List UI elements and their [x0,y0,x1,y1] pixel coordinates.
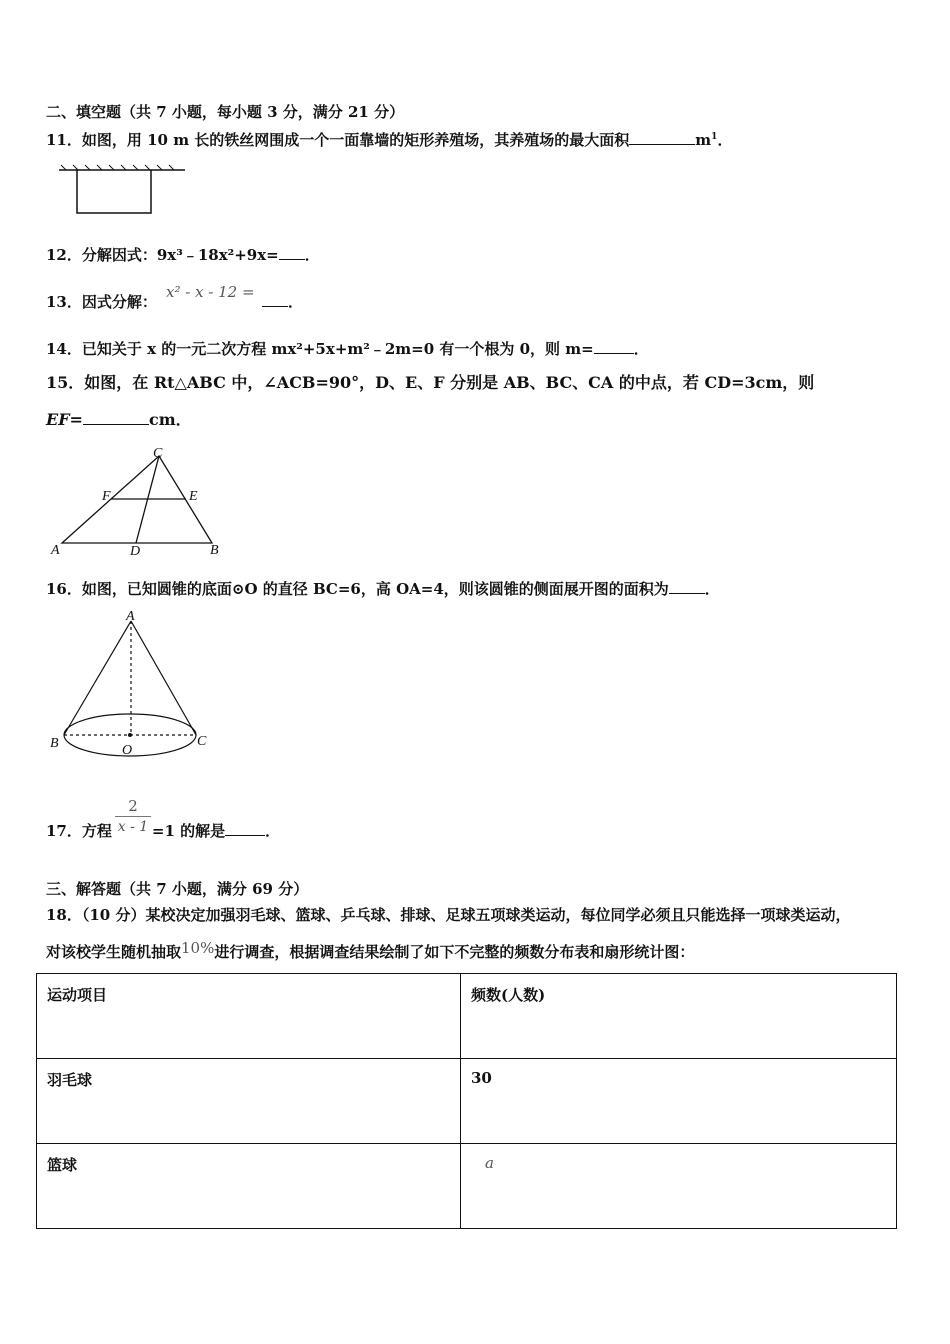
vertex-label-a: A [51,543,60,558]
question-text: 14．已知关于 x 的一元二次方程 mx²+5x+m²﹣2m=0 有一个根为 0，则 m= [46,340,594,358]
question-end: ． [265,822,281,840]
triangle-figure [46,442,231,560]
apex-label-a: A [126,609,135,624]
question-end: ． [304,246,320,264]
table-row [37,1144,897,1229]
variable-a: a [485,1154,494,1172]
question-end: ． [704,580,720,598]
vertex-label-c: C [153,446,163,461]
table-cell: 30 [461,1059,897,1144]
point-label-b: B [50,736,59,751]
question-end: ． [288,293,304,311]
table-row [37,1059,897,1144]
question-prefix: 对该校学生随机抽取 [46,943,182,961]
answer-blank [225,821,265,836]
question-text: 16．如图，已知圆锥的底面⊙O 的直径 BC=6，高 OA=4，则该圆锥的侧面展开图的面积为 [46,580,669,598]
question-11 [46,127,732,150]
question-text: 11．如图，用 10 m 长的铁丝网围成一个一面靠墙的矩形养殖场，其养殖场的最大面积 [46,131,630,149]
point-label-e: E [189,489,198,504]
section-heading: 二、填空题（共 7 小题，每小题 3 分，满分 21 分） [46,103,405,121]
question-16 [46,579,720,599]
question-suffix: =1 的解是 [151,822,226,840]
table-header-cell: 运动项目 [37,974,461,1059]
answer-blank [629,130,695,145]
question-18-line1: 18．（10 分）某校决定加强羽毛球、篮球、乒乓球、排球、足球五项球类运动，每位同学必须且只能选择一项球类运动， [46,906,851,924]
question-18-line2 [46,939,695,962]
answer-blank [262,292,288,307]
wall-rectangle-figure [55,162,190,218]
question-15-line1: 15．如图，在 Rt△ABC 中，∠ACB=90°，D、E、F 分别是 AB、BC、CA 的中点，若 CD=3cm，则 [46,373,815,392]
question-13-tail [262,292,303,312]
point-label-c: C [197,734,207,749]
fraction-numerator: 2 [128,797,138,815]
question-15-line2 [46,410,192,430]
frequency-table [36,973,897,1229]
table-cell: 篮球 [37,1144,461,1229]
center-label-o: O [122,743,133,758]
fraction-denominator: x - 1 [117,819,149,835]
question-end: cm． [148,410,192,429]
question-17 [46,821,280,841]
question-14 [46,339,649,359]
question-12 [46,245,320,265]
unit: m [695,131,712,149]
question-end: ． [717,131,733,149]
sample-percent: 10% [181,939,215,957]
question-prefix: 13．因式分解： [46,293,157,311]
question-13 [46,292,157,312]
point-label-d: D [130,544,141,559]
answer-blank [279,245,305,260]
question-suffix: 进行调查，根据调查结果绘制了如下不完整的频数分布表和扇形统计图： [214,943,695,961]
answer-blank [669,579,705,594]
unit-exponent: 1 [711,132,718,142]
expression: 9x³﹣18x²+9x= [156,246,279,264]
fraction-bar [115,816,151,817]
cone-figure [46,607,216,762]
question-prefix: 17．方程 [46,822,112,840]
table-header-row [37,974,897,1059]
vertex-label-b: B [210,543,219,558]
table-cell [461,1144,897,1229]
question-end: ． [633,340,649,358]
table-cell: 羽毛球 [37,1059,461,1144]
answer-blank [83,410,149,425]
section-heading: 三、解答题（共 7 小题，满分 69 分） [46,880,309,898]
point-label-f: F [102,489,111,504]
math-expression: x² - x - 12 = [166,283,255,301]
answer-blank [594,339,634,354]
segment-label: EF= [46,410,83,429]
question-prefix: 12．分解因式： [46,246,157,264]
table-header-cell: 频数(人数) [461,974,897,1059]
